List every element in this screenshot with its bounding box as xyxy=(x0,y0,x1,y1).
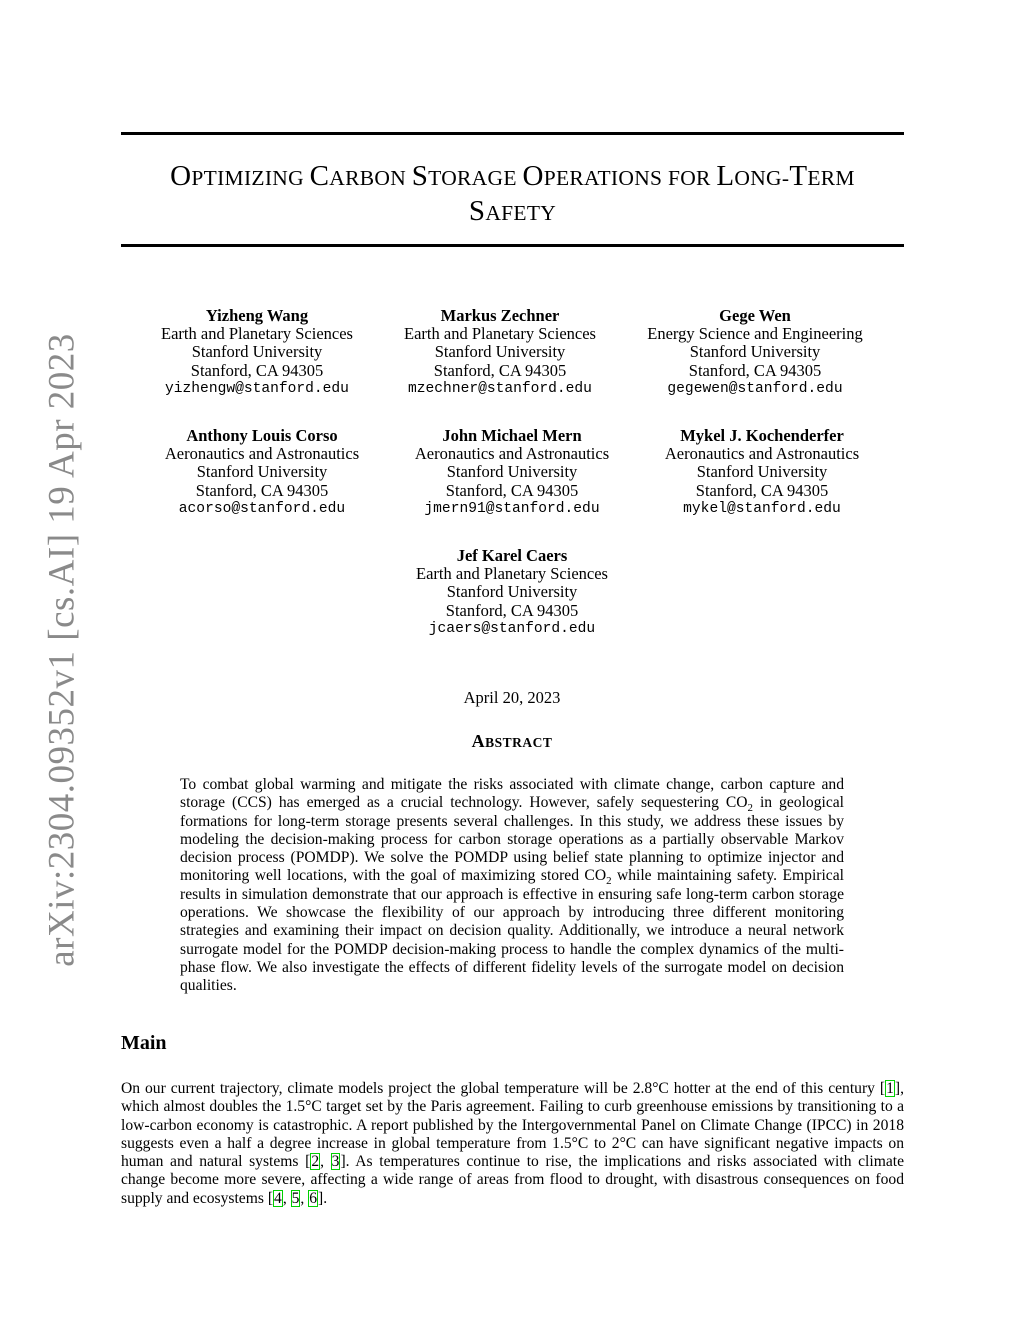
author-block xyxy=(137,427,387,518)
author-name: Yizheng Wang xyxy=(205,306,309,325)
author-department: Earth and Planetary Sciences xyxy=(416,564,608,584)
author-name: Anthony Louis Corso xyxy=(186,426,338,445)
author-university: Stanford University xyxy=(696,462,828,482)
author-name: Jef Karel Caers xyxy=(456,546,568,565)
author-email[interactable]: acorso@stanford.edu xyxy=(178,500,346,517)
author-department: Earth and Planetary Sciences xyxy=(404,324,596,344)
citation-link[interactable]: 6 xyxy=(309,1189,318,1207)
section-heading: Main xyxy=(121,1032,167,1054)
author-university: Stanford University xyxy=(196,462,328,482)
citation-link[interactable]: 3 xyxy=(331,1153,340,1171)
author-university: Stanford University xyxy=(446,582,578,602)
author-university: Stanford University xyxy=(191,342,323,362)
author-department: Energy Science and Engineering xyxy=(647,324,863,344)
author-address: Stanford, CA 94305 xyxy=(195,480,329,500)
author-address: Stanford, CA 94305 xyxy=(688,360,822,380)
author-block xyxy=(132,307,382,398)
author-university: Stanford University xyxy=(446,462,578,482)
author-department: Aeronautics and Astronautics xyxy=(414,444,610,464)
citation-link[interactable]: 1 xyxy=(886,1080,894,1097)
abstract-heading: ABSTRACT xyxy=(471,731,553,751)
title-line-2: SAFETY xyxy=(468,195,557,227)
author-department: Aeronautics and Astronautics xyxy=(664,444,860,464)
author-block xyxy=(637,427,887,518)
author-name: John Michael Mern xyxy=(442,426,582,445)
subscript-2: 2 xyxy=(747,802,753,815)
abstract-text: To combat global warming and mitigate the risks associated with climate change, carbon capture and storage (CCS) has emerged as a crucial technology. However, safely sequestering $CO_2$ in geological formations for long-term storage presents several challenges. In this study, we address these issues by modeling the decision-making process for carbon storage operations as a partially observable Markov decision process (POMDP). We solve the POMDP using belief state planning to optimize injector and monitoring well locations, with the goal of maximizing stored $CO_2$ while maintaining safety. Empirical results in simulation demonstrate that our approach is effective in ensuring safe long-term carbon storage operations. We showcase the flexibility of our approach by introducing three different monitoring strategies and examining their impact on decision quality. Additionally, we introduce a neural network surrogate model for the POMDP decision-making process to handle the complex dynamics of the multi-phase flow. We also investigate the effects of different fidelity levels of the surrogate model on decision qualities. xyxy=(180,776,845,995)
author-email[interactable]: mykel@stanford.edu xyxy=(683,500,841,517)
author-address: Stanford, CA 94305 xyxy=(445,480,579,500)
author-address: Stanford, CA 94305 xyxy=(445,600,579,620)
body-paragraph: On our current trajectory, climate models project the global temperature will be 2.8°C hotter at the end of this century [1], which almost doubles the 1.5°C target set by the Paris agreement. Failing to curb greenhouse emissions by transitioning to a low-carbon economy is catastrophic. A report published by the Intergovernmental Panel on Climate Change (IPCC) in 2018 suggests even a half a degree increase in global temperature from 1.5°C to 2°C can have significant negative impacts on human and natural systems [2, 3]. As temperatures continue to rise, the implications and risks associated with climate change become more severe, affecting a wide range of areas from flood to drought, with disastrous consequences on food supply and ecosystems [4, 5, 6]. xyxy=(121,1080,905,1207)
author-name: Markus Zechner xyxy=(440,306,560,325)
author-address: Stanford, CA 94305 xyxy=(695,480,829,500)
citation-link[interactable]: 4 xyxy=(274,1189,282,1207)
author-email[interactable]: mzechner@stanford.edu xyxy=(408,380,592,397)
author-address: Stanford, CA 94305 xyxy=(190,360,324,380)
subscript-2: 2 xyxy=(606,875,612,888)
citation-link[interactable]: 5 xyxy=(291,1189,300,1207)
author-name: Mykel J. Kochenderfer xyxy=(680,426,844,445)
author-name: Gege Wen xyxy=(719,306,791,325)
arxiv-identifier: arXiv:2304.09352v1 [cs.AI] 19 Apr 2023 xyxy=(41,333,83,967)
author-university: Stanford University xyxy=(434,342,566,362)
title-line-1: OPTIMIZING CARBON STORAGE OPERATIONS FOR LONG-TERM xyxy=(170,160,855,192)
author-department: Earth and Planetary Sciences xyxy=(161,324,353,344)
author-email[interactable]: yizhengw@stanford.edu xyxy=(165,380,349,397)
citation-link[interactable]: 2 xyxy=(311,1153,320,1171)
publication-date: April 20, 2023 xyxy=(463,688,561,707)
author-block xyxy=(387,427,637,518)
paper-title xyxy=(121,160,904,230)
author-email[interactable]: jmern91@stanford.edu xyxy=(424,500,600,517)
author-address: Stanford, CA 94305 xyxy=(433,360,567,380)
author-email[interactable]: gegewen@stanford.edu xyxy=(667,380,843,397)
title-rule-top xyxy=(121,132,904,135)
author-block xyxy=(375,307,625,398)
title-rule-bottom xyxy=(121,244,904,247)
author-department: Aeronautics and Astronautics xyxy=(164,444,360,464)
author-block xyxy=(387,547,637,638)
author-university: Stanford University xyxy=(689,342,821,362)
author-email[interactable]: jcaers@stanford.edu xyxy=(428,620,596,637)
author-block xyxy=(630,307,880,398)
